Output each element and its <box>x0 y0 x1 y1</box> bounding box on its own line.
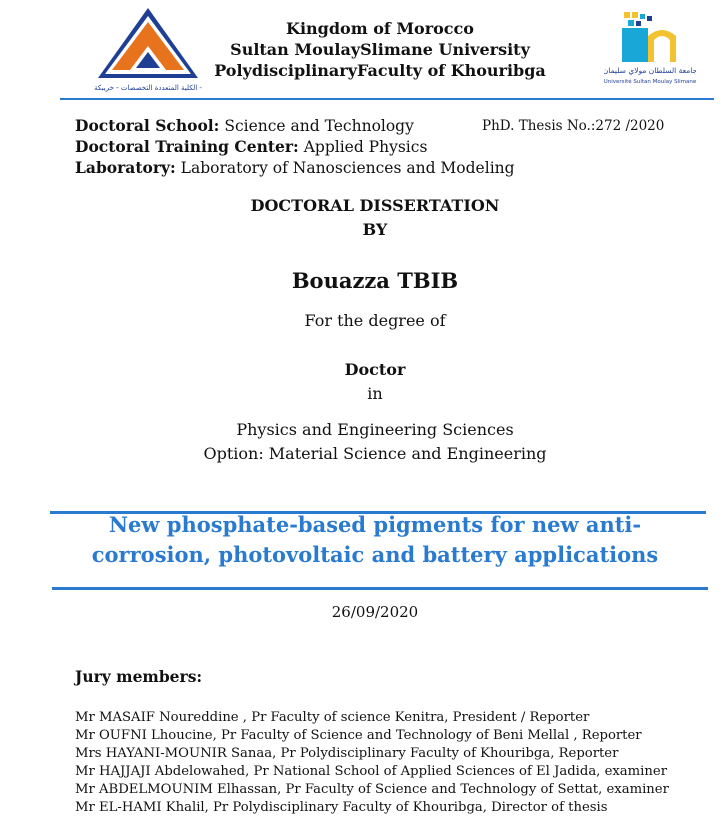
degree-intro: For the degree of <box>304 311 446 330</box>
university-logo <box>604 10 696 92</box>
header-divider <box>60 98 714 100</box>
jury-member: Mr EL-HAMI Khalil, Pr Polydisciplinary Faculty of Khouribga, Director of thesis <box>75 800 608 815</box>
jury-heading: Jury members: <box>75 667 203 686</box>
jury-member: Mrs HAYANI-MOUNIR Sanaa, Pr Polydisciplinary Faculty of Khouribga, Reporter <box>75 746 619 761</box>
header-university: Sultan MoulaySlimane University <box>230 40 530 59</box>
thesis-number: PhD. Thesis No.:272 /2020 <box>482 118 665 134</box>
jury-member: Mr MASAIF Noureddine , Pr Faculty of science Kenitra, President / Reporter <box>75 710 590 725</box>
header-kingdom: Kingdom of Morocco <box>286 19 474 38</box>
title-divider-bottom <box>52 587 708 590</box>
thesis-title-line-1: New phosphate-based pigments for new anti- <box>108 512 642 537</box>
by-heading: BY <box>362 220 388 239</box>
defense-date: 26/09/2020 <box>331 603 419 621</box>
jury-member: Mr HAJJAJI Abdelowahed, Pr National School of Applied Sciences of El Jadida, examiner <box>75 764 667 779</box>
laboratory: Laboratory: Laboratory of Nanosciences and Modeling <box>75 158 515 177</box>
jury-member: Mr OUFNI Lhoucine, Pr Faculty of Science and Technology of Beni Mellal , Reporter <box>75 728 642 743</box>
degree-in: in <box>367 384 383 403</box>
svg-text:الكلية المتعددة التخصصات - خري: الكلية المتعددة التخصصات - خريبكة - <box>94 84 202 92</box>
degree-field: Physics and Engineering Sciences <box>236 420 514 439</box>
doctoral-training-center: Doctoral Training Center: Applied Physics <box>75 137 428 156</box>
thesis-title-line-2: corrosion, photovoltaic and battery applications <box>91 542 659 567</box>
doctoral-school: Doctoral School: Science and Technology <box>75 116 414 135</box>
svg-text:جامعة السلطان مولاي سليمان: جامعة السلطان مولاي سليمان <box>604 66 696 75</box>
degree-option: Option: Material Science and Engineering <box>203 444 547 463</box>
dissertation-heading: DOCTORAL DISSERTATION <box>250 196 500 215</box>
author-name: Bouazza TBIB <box>291 268 459 293</box>
jury-member: Mr ABDELMOUNIM Elhassan, Pr Faculty of Science and Technology of Settat, examiner <box>75 782 669 797</box>
svg-text:Université Sultan Moulay Slima: Université Sultan Moulay Slimane <box>604 79 696 85</box>
header-faculty: PolydisciplinaryFaculty of Khouribga <box>214 61 546 80</box>
degree-name: Doctor <box>344 360 406 379</box>
